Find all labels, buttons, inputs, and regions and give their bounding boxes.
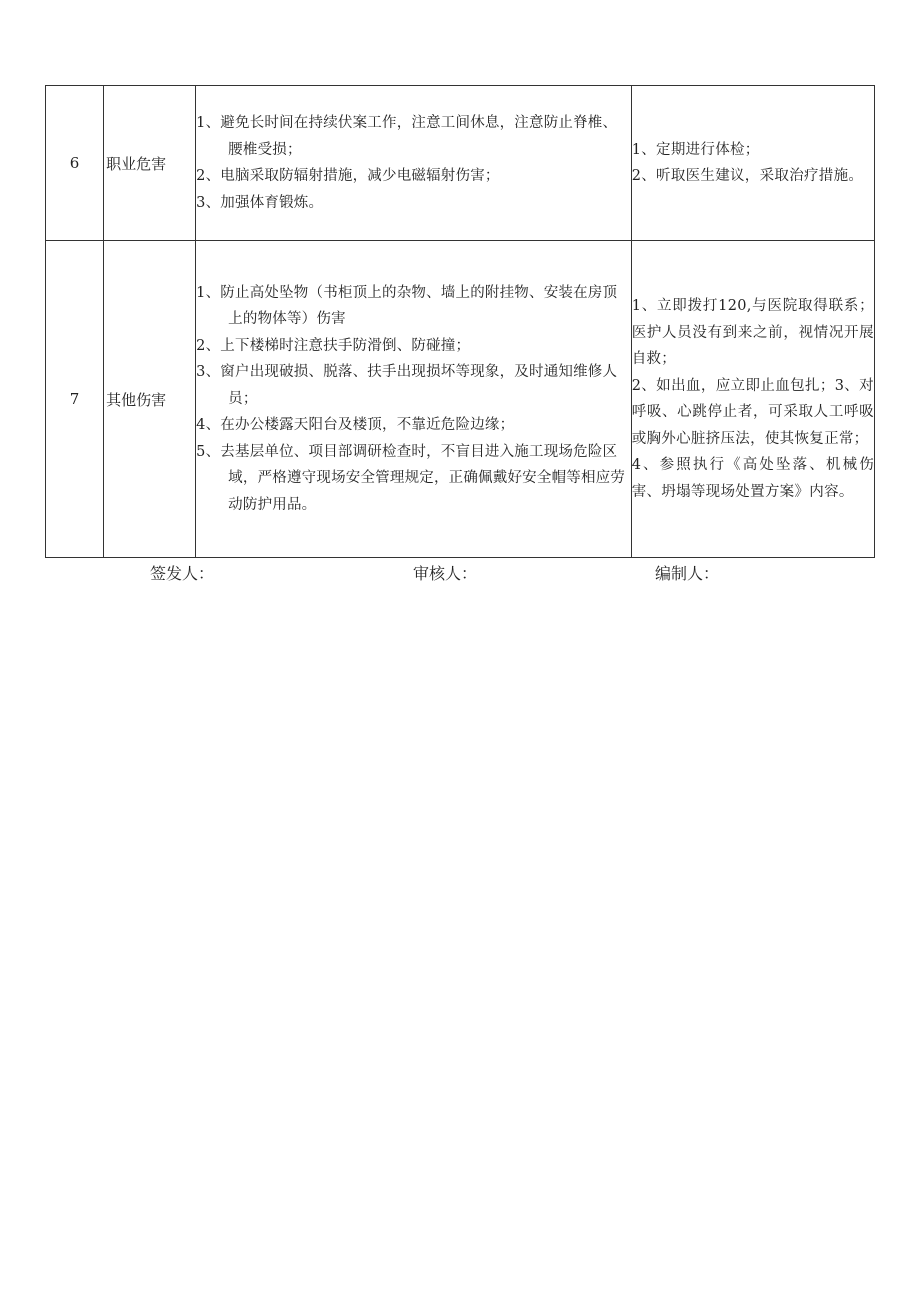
prevention-measures-cell bbox=[196, 241, 632, 558]
risk-table bbox=[45, 85, 875, 558]
list-item: 3、窗户出现破损、脱落、扶手出现损坏等现象，及时通知维修人员； bbox=[196, 364, 618, 407]
list-item: 2、上下楼梯时注意扶手防滑倒、防碰撞； bbox=[196, 337, 471, 354]
signer-label: 签发人： bbox=[150, 564, 215, 583]
emergency-measures-cell bbox=[631, 86, 874, 241]
emergency-measures-list bbox=[632, 137, 874, 190]
emergency-measures-list bbox=[632, 293, 874, 505]
row-number: 6 bbox=[46, 86, 104, 241]
list-item: 5、去基层单位、项目部调研检查时，不盲目进入施工现场危险区域，严格遵守现场安全管理规定，正确佩戴好安全帽等相应劳动防护用品。 bbox=[196, 443, 626, 513]
list-item: 1、避免长时间在持续伏案工作，注意工间休息，注意防止脊椎、腰椎受损； bbox=[196, 115, 618, 158]
hazard-type: 职业危害 bbox=[104, 86, 196, 241]
list-item: 2、电脑采取防辐射措施，减少电磁辐射伤害； bbox=[196, 168, 500, 184]
table-row bbox=[46, 241, 875, 558]
list-item: 1、定期进行体检； bbox=[631, 141, 760, 158]
list-item: 4、在办公楼露天阳台及楼顶，不靠近危险边缘； bbox=[196, 417, 515, 434]
hazard-type: 其他伤害 bbox=[104, 241, 196, 558]
list-item: 1、防止高处坠物（书柜顶上的杂物、墙上的附挂物、安装在房顶上的物体等）伤害 bbox=[196, 284, 618, 328]
editor-label: 编制人： bbox=[655, 564, 720, 583]
reviewer-label: 审核人： bbox=[413, 564, 478, 583]
prevention-measures-list bbox=[196, 280, 631, 519]
list-item: 4、参照执行《高处坠落、机械伤害、坍塌等现场处置方案》内容。 bbox=[631, 457, 874, 500]
emergency-measures-cell bbox=[631, 241, 874, 558]
list-item: 2、如出血，应立即止血包扎；3、对呼吸、心跳停止者，可采取人工呼吸或胸外心脏挤压法，使其恢复正常； bbox=[631, 377, 874, 447]
list-item: 1、立即拨打120,与医院取得联系；医护人员没有到来之前，视情况开展自救； bbox=[631, 298, 874, 367]
prevention-measures-list bbox=[196, 110, 631, 216]
row-number: 7 bbox=[46, 241, 104, 558]
list-item: 2、听取医生建议，采取治疗措施。 bbox=[631, 168, 864, 184]
table-row bbox=[46, 86, 875, 241]
list-item: 3、加强体育锻炼。 bbox=[196, 194, 324, 211]
prevention-measures-cell bbox=[196, 86, 632, 241]
